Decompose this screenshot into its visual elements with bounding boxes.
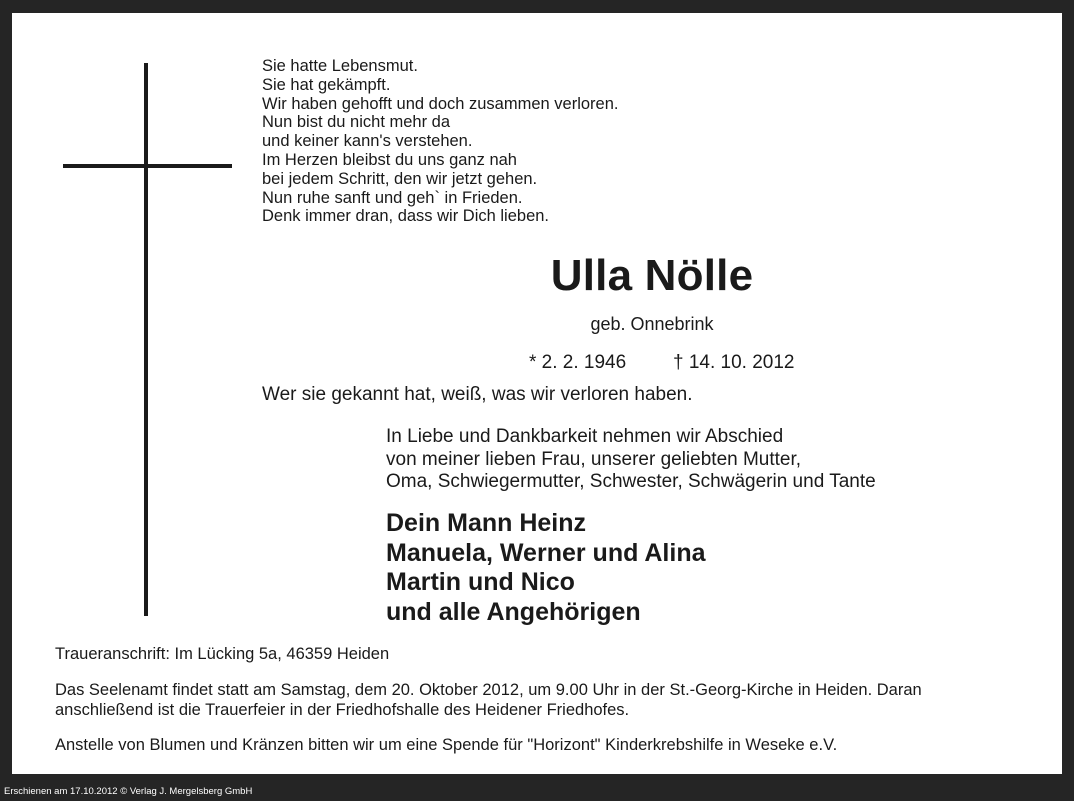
mourning-address: Traueranschrift: Im Lücking 5a, 46359 Heiden	[55, 645, 390, 663]
farewell-line: In Liebe und Dankbarkeit nehmen wir Abschied	[386, 426, 784, 447]
mourner-entry: Manuela, Werner und Alina	[386, 538, 706, 567]
memorial-saying: Wer sie gekannt hat, weiß, was wir verloren haben.	[262, 384, 693, 405]
poem-line: bei jedem Schritt, den wir jetzt gehen.	[262, 169, 538, 188]
poem-line: Nun bist du nicht mehr da	[262, 113, 451, 132]
obituary-notice	[12, 13, 1062, 774]
cross-horizontal-beam	[63, 164, 232, 168]
poem-line: und keiner kann's verstehen.	[262, 132, 473, 151]
poem-line: Sie hat gekämpft.	[262, 75, 391, 94]
mourner-entry: Martin und Nico	[386, 568, 575, 596]
deceased-name: Ulla Nölle	[550, 251, 754, 300]
service-line: Das Seelenamt findet statt am Samstag, dem 20. Oktober 2012, um 9.00 Uhr in der St.-Georg-Kirche in Heiden. Daran	[55, 681, 922, 699]
poem-line: Denk immer dran, dass wir Dich lieben.	[262, 207, 550, 226]
publication-footer: Erschienen am 17.10.2012 © Verlag J. Mergelsberg GmbH	[4, 786, 253, 797]
mourner-entry: und alle Angehörigen	[386, 597, 641, 626]
farewell-text	[386, 426, 876, 494]
poem-line: Sie hatte Lebensmut.	[262, 57, 418, 75]
service-info	[55, 680, 1045, 720]
poem-line: Wir haben gehofft und doch zusammen verloren.	[262, 94, 619, 113]
farewell-line: Oma, Schwiegermutter, Schwester, Schwägerin und Tante	[386, 471, 876, 492]
cross-vertical-beam	[144, 63, 148, 616]
birth-date: * 2. 2. 1946	[529, 352, 627, 373]
service-line: anschließend ist die Trauerfeier in der Friedhofshalle des Heidener Friedhofes.	[55, 701, 630, 719]
mourners-list	[386, 509, 706, 627]
donation-request: Anstelle von Blumen und Kränzen bitten wir um eine Spende für "Horizont" Kinderkrebshilfe in Weseke e.V.	[55, 736, 838, 754]
poem-line: Im Herzen bleibst du uns ganz nah	[262, 150, 517, 169]
death-date: † 14. 10. 2012	[673, 352, 795, 373]
mourner-entry: Dein Mann Heinz	[386, 509, 587, 537]
maiden-name: geb. Onnebrink	[590, 314, 714, 334]
farewell-line: von meiner lieben Frau, unserer geliebten Mutter,	[386, 448, 802, 470]
poem-line: Nun ruhe sanft und geh` in Frieden.	[262, 188, 523, 207]
memorial-poem	[262, 57, 618, 226]
